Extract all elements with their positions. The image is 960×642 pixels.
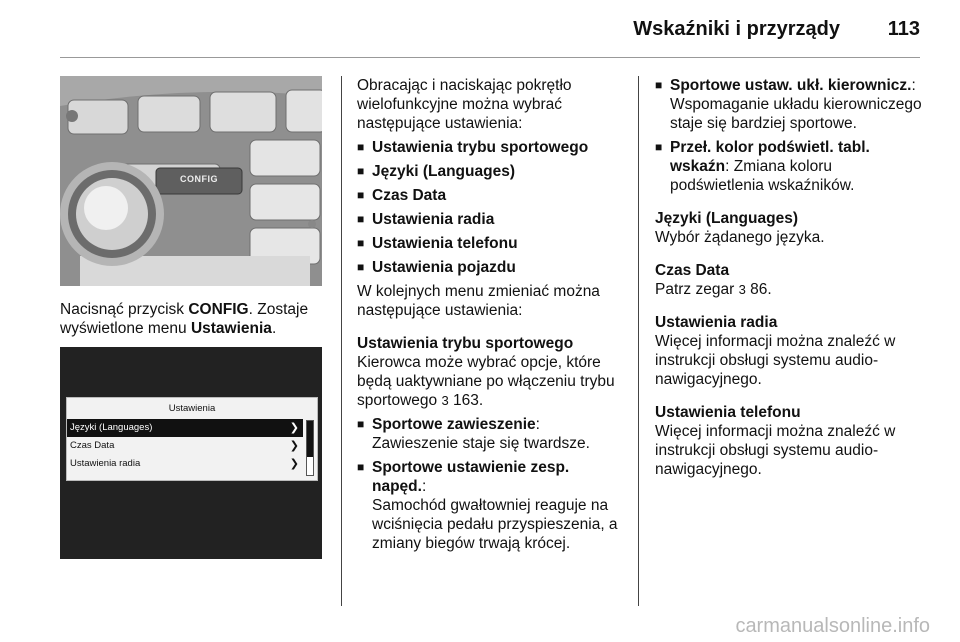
chevron-right-icon: ❯ bbox=[289, 458, 299, 470]
right-column bbox=[655, 76, 923, 484]
list-item: ■ Języki (Languages) bbox=[357, 162, 627, 181]
column-divider-1 bbox=[341, 76, 342, 606]
header-rule bbox=[60, 57, 920, 58]
watermark: carmanualsonline.info bbox=[735, 615, 930, 637]
list-item: ■ Ustawienia trybu sportowego bbox=[357, 138, 627, 157]
list-item: ■ Sportowe ustaw. ukł. kierownicz.: Wspomaganie układu kierowniczego staje się bardziej sportowe. bbox=[655, 76, 923, 133]
list-item: ■ Ustawienia telefonu bbox=[357, 234, 627, 253]
page-ref-icon: 3 bbox=[738, 282, 746, 297]
screen-row: Czas Data ❯ bbox=[67, 437, 303, 455]
page-header-title: Wskaźniki i przyrządy bbox=[633, 18, 840, 40]
screen-title: Ustawienia bbox=[168, 403, 216, 414]
chevron-right-icon: ❯ bbox=[289, 440, 299, 452]
section-languages: Języki (Languages) Wybór żądanego języka. bbox=[655, 210, 825, 246]
page-ref-icon: 3 bbox=[441, 393, 449, 408]
screen-row: Ustawienia radia ❯ bbox=[67, 455, 303, 473]
sport-options-list-cont bbox=[655, 76, 923, 195]
list-item: ■ Ustawienia pojazdu bbox=[357, 258, 627, 277]
next-menu-text: W kolejnych menu zmieniać można następujące ustawienia: bbox=[357, 283, 600, 319]
middle-column bbox=[357, 76, 627, 558]
list-item: ■ Sportowe zawieszenie: Zawieszenie staje się twardsze. bbox=[357, 415, 627, 453]
column-divider-2 bbox=[638, 76, 639, 606]
chevron-right-icon: ❯ bbox=[289, 422, 299, 434]
config-button-label: CONFIG bbox=[180, 174, 218, 184]
section-sport: Ustawienia trybu sportowego Kierowca może wybrać opcje, które będą uaktywniane po włączeniu trybu sportowego 3 163. bbox=[357, 335, 615, 409]
list-item: ■ Sportowe ustawienie zesp. napęd.: Samochód gwałtowniej reaguje na wciśnięcia pedału przyspieszenia, a zmiany biegów trwają krócej. bbox=[357, 458, 627, 553]
intro-text: Obracając i naciskając pokrętło wielofunkcyjne można wybrać następujące ustawienia: bbox=[357, 77, 572, 132]
console-photo bbox=[60, 76, 322, 286]
list-item: ■ Czas Data bbox=[357, 186, 627, 205]
settings-screen bbox=[66, 397, 318, 481]
screen-scrollbar bbox=[306, 420, 314, 476]
section-radio: Ustawienia radia Więcej informacji można znaleźć w instrukcji obsługi systemu audio-nawigacyjnego. bbox=[655, 314, 896, 388]
screen-row-selected: Języki (Languages) ❯ bbox=[67, 419, 303, 437]
section-time-date: Czas Data Patrz zegar 3 86. bbox=[655, 262, 772, 298]
photo-caption: Nacisnąć przycisk CONFIG. Zostaje wyświetlone menu Ustawienia. bbox=[60, 301, 309, 337]
sport-options-list bbox=[357, 415, 627, 553]
display-illustration bbox=[60, 347, 322, 559]
menu-list bbox=[357, 138, 627, 277]
list-item: ■ Przeł. kolor podświetl. tabl. wskaźn: Zmiana koloru podświetlenia wskaźników. bbox=[655, 138, 923, 195]
section-phone: Ustawienia telefonu Więcej informacji można znaleźć w instrukcji obsługi systemu audio-nawigacyjnego. bbox=[655, 404, 896, 478]
list-item: ■ Ustawienia radia bbox=[357, 210, 627, 229]
page-number: 113 bbox=[887, 18, 920, 40]
